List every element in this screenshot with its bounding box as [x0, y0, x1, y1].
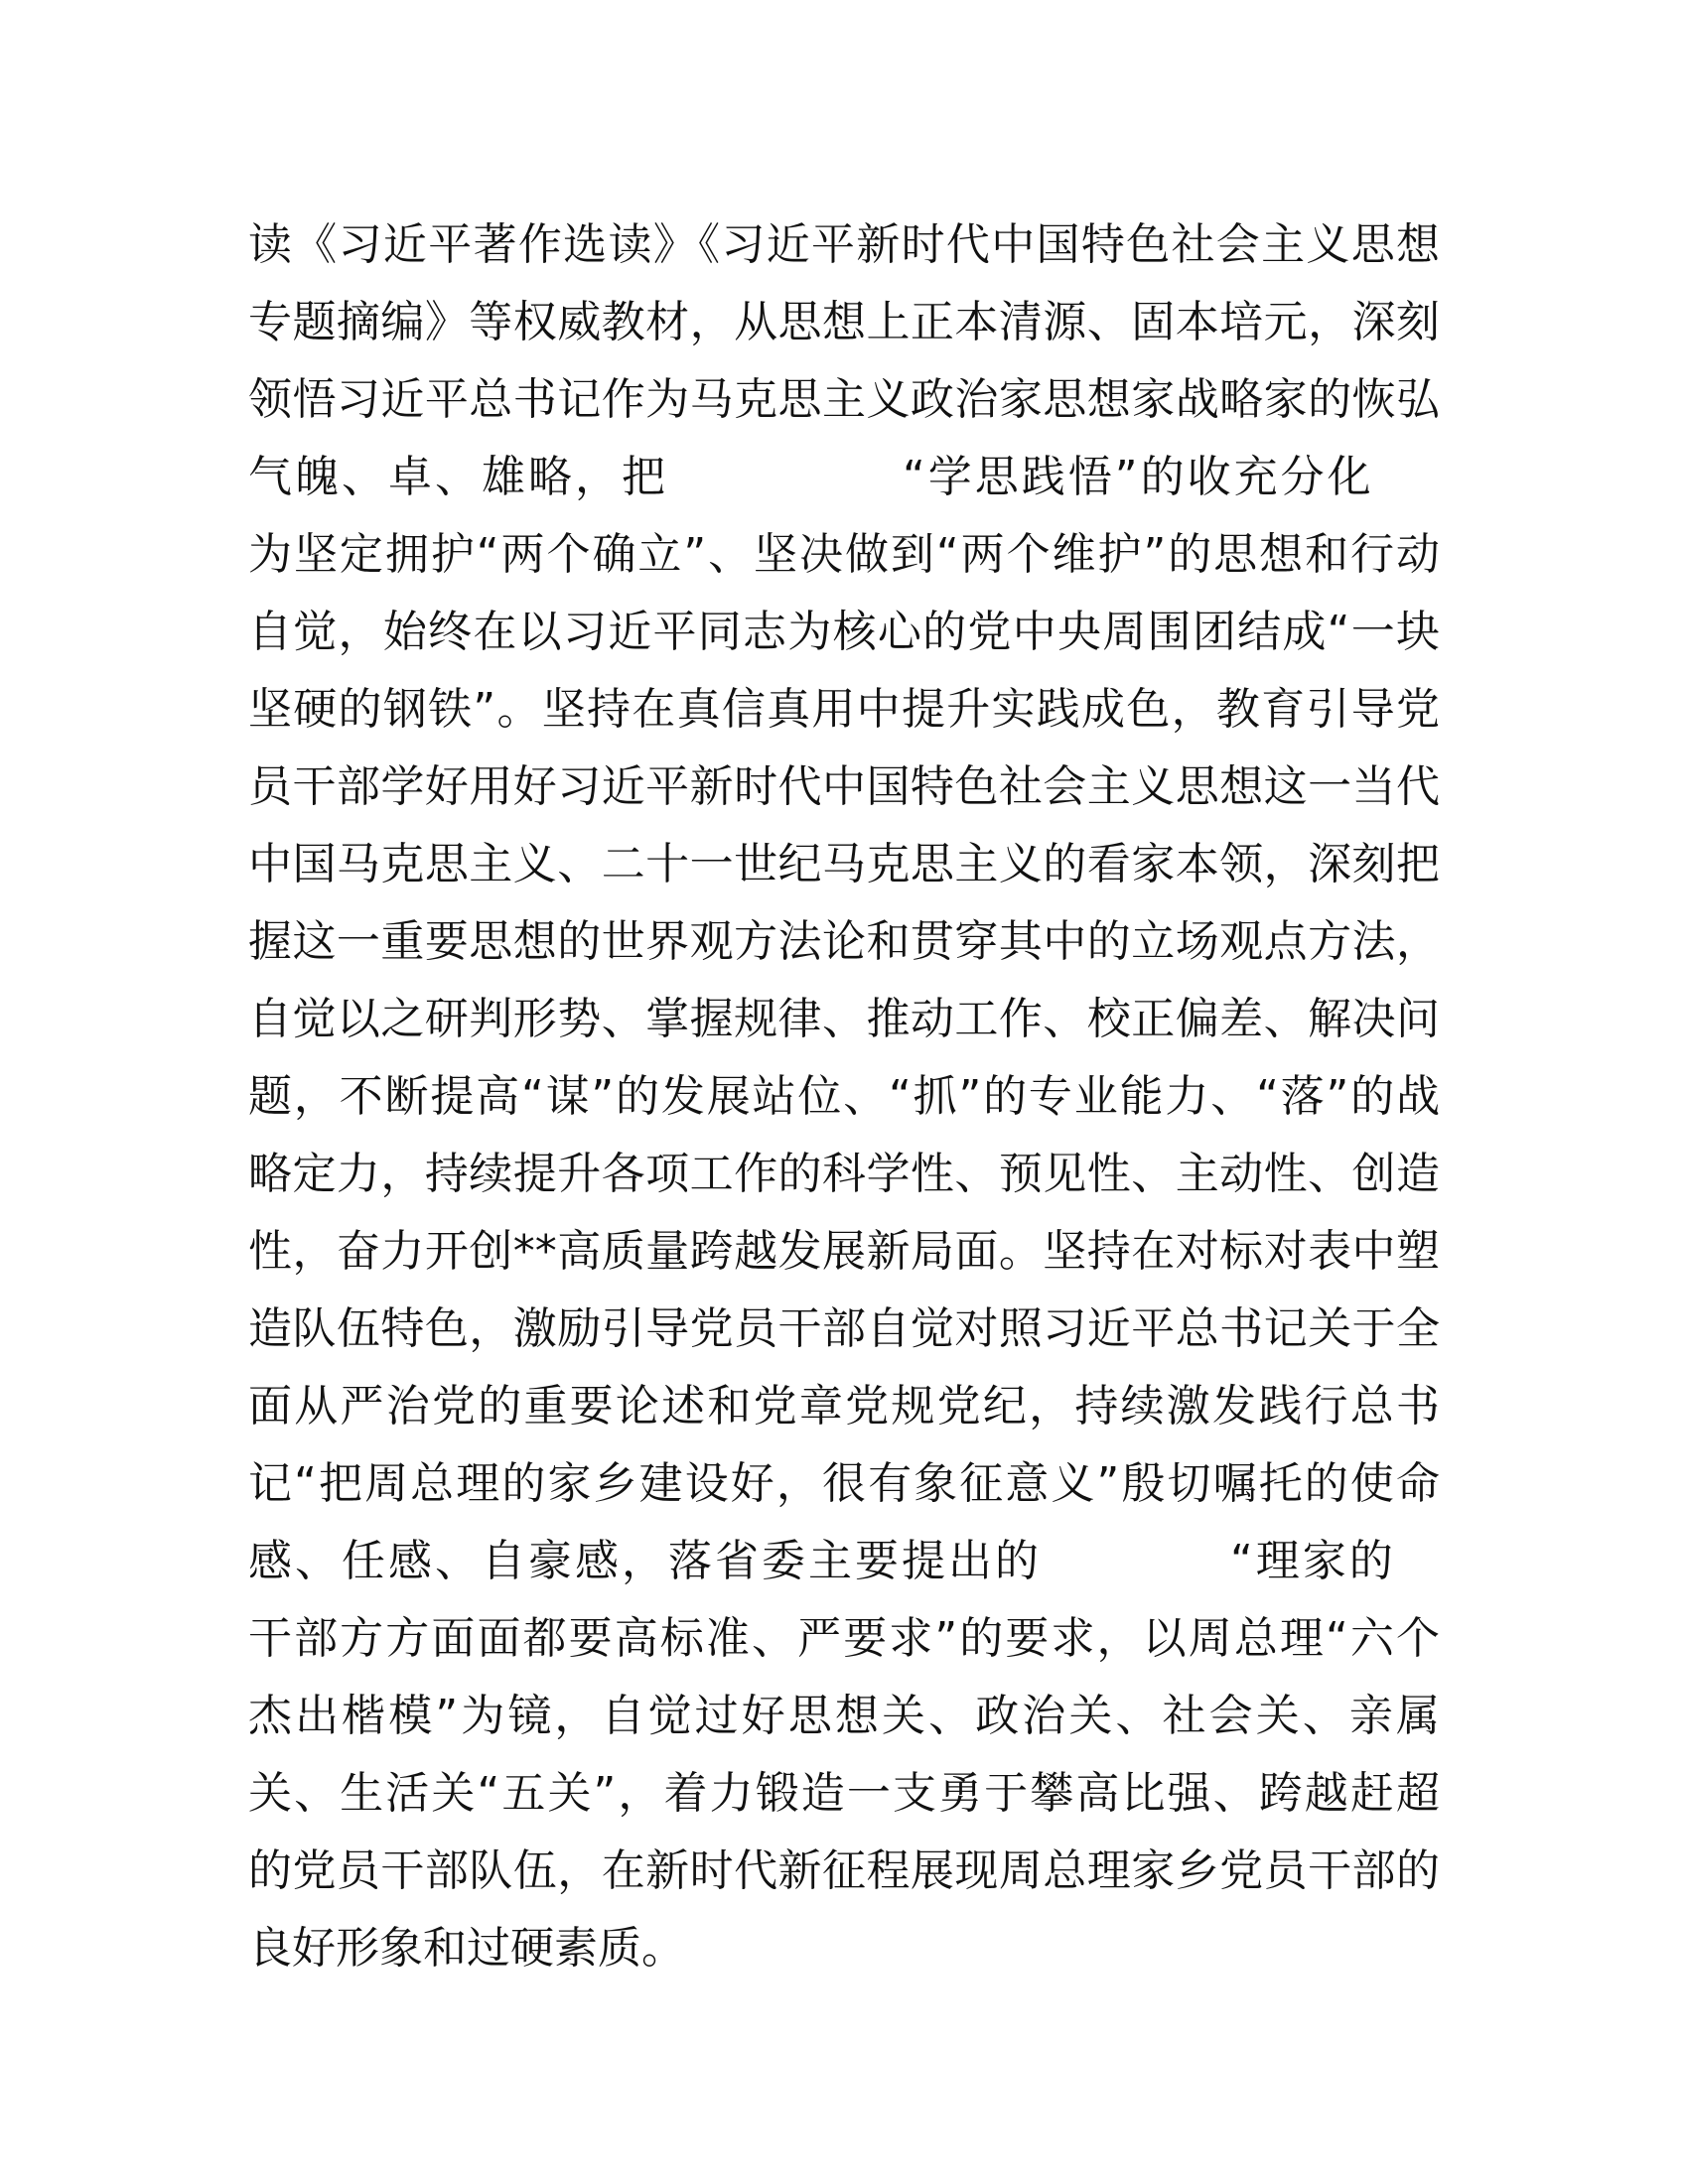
body-paragraph	[248, 206, 1440, 1987]
text-line: 记“把周总理的家乡建设好，很有象征意义”殷切嘱托的使命	[248, 1458, 1440, 1509]
text-line: 题，不断提高“谋”的发展站位、“抓”的专业能力、“落”的战	[248, 1071, 1440, 1122]
text-line: 自觉，始终在以习近平同志为核心的党中央周围团结成“一块	[248, 607, 1440, 657]
text-line-broken	[248, 439, 1440, 516]
text-line: 领悟习近平总书记作为马克思主义政治家思想家战略家的恢弘	[248, 374, 1440, 425]
text-line: 性，奋力开创**高质量跨越发展新局面。坚持在对标对表中塑	[248, 1226, 1440, 1277]
text-fragment-right: “理家的	[1230, 1536, 1396, 1586]
text-line: 坚硬的钢铁”。坚持在真信真用中提升实践成色，教育引导党	[248, 684, 1440, 735]
text-line: 的党员干部队伍，在新时代新征程展现周总理家乡党员干部的	[248, 1845, 1440, 1896]
text-line: 自觉以之研判形势、掌握规律、推动工作、校正偏差、解决问	[248, 994, 1440, 1044]
text-line: 略定力，持续提升各项工作的科学性、预见性、主动性、创造	[248, 1149, 1440, 1199]
text-line: 面从严治党的重要论述和党章党规党纪，持续激发践行总书	[248, 1381, 1440, 1432]
text-line: 中国马克思主义、二十一世纪马克思主义的看家本领，深刻把	[248, 839, 1440, 889]
text-line: 为坚定拥护“两个确立”、坚决做到“两个维护”的思想和行动	[248, 529, 1440, 580]
text-line: 杰出楷模”为镜，自觉过好思想关、政治关、社会关、亲属	[248, 1691, 1440, 1741]
text-fragment-right: “学思践悟”的收充分化	[903, 452, 1374, 502]
text-line: 造队伍特色，激励引导党员干部自觉对照习近平总书记关于全	[248, 1303, 1440, 1354]
text-fragment-left: 感、任感、自豪感，落省委主要提出的	[248, 1536, 1042, 1586]
text-line: 关、生活关“五关”，着力锻造一支勇于攀高比强、跨越赶超	[248, 1768, 1440, 1819]
text-line: 干部方方面面都要高标准、严要求”的要求，以周总理“六个	[248, 1613, 1440, 1664]
text-line-broken	[248, 1523, 1440, 1600]
text-line: 专题摘编》等权威教材，从思想上正本清源、固本培元，深刻	[248, 297, 1440, 347]
text-line-last: 良好形象和过硬素质。	[248, 1923, 685, 1974]
text-line: 读《习近平著作选读》《习近平新时代中国特色社会主义思想	[248, 219, 1440, 270]
text-fragment-left: 气魄、卓、雄略，把	[248, 452, 668, 502]
text-line: 员干部学好用好习近平新时代中国特色社会主义思想这一当代	[248, 761, 1440, 812]
text-line: 握这一重要思想的世界观方法论和贯穿其中的立场观点方法，	[248, 916, 1440, 967]
